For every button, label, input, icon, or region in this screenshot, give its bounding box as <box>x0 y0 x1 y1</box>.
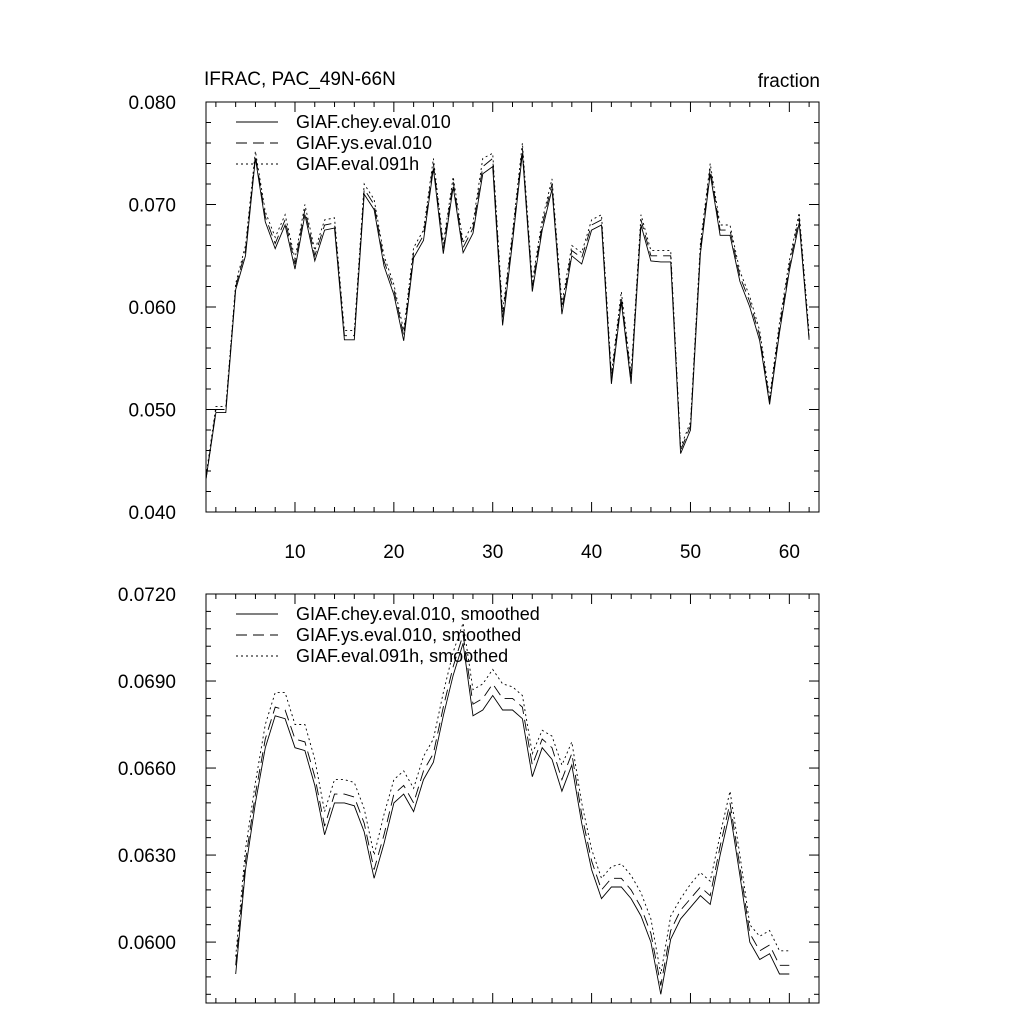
legend-label: GIAF.chey.eval.010 <box>296 112 451 132</box>
x-tick-label: 20 <box>383 542 405 563</box>
series-line <box>206 143 809 476</box>
y-tick-label: 0.060 <box>128 298 176 319</box>
bottom-panel <box>118 585 819 1003</box>
legend-label: GIAF.chey.eval.010, smoothed <box>296 604 540 624</box>
legend-label: GIAF.eval.091h, smoothed <box>296 646 509 666</box>
y-tick-label: 0.070 <box>128 195 176 217</box>
x-tick-label: 50 <box>679 542 702 563</box>
x-tick-label: 40 <box>581 542 603 563</box>
y-tick-label: 0.0690 <box>117 672 176 694</box>
y-tick-label: 0.0660 <box>117 759 176 781</box>
y-tick-label: 0.080 <box>128 93 176 114</box>
x-tick-label: 10 <box>284 542 306 563</box>
x-tick-label: 60 <box>778 542 800 563</box>
y-tick-label: 0.050 <box>128 400 176 422</box>
legend-label: GIAF.ys.eval.010, smoothed <box>296 625 522 645</box>
chart-title-left: IFRAC, PAC_49N-66N <box>204 69 396 90</box>
y-tick-label: 0.040 <box>128 503 176 524</box>
chart-title-right: fraction <box>757 71 820 92</box>
series-line <box>206 148 809 479</box>
y-tick-label: 0.0630 <box>117 846 176 868</box>
series-line <box>236 635 790 986</box>
series-line <box>206 153 809 479</box>
legend-label: GIAF.eval.091h <box>296 154 420 174</box>
series-line <box>236 623 790 974</box>
legend-label: GIAF.ys.eval.010 <box>296 133 433 153</box>
x-tick-label: 30 <box>482 542 504 563</box>
y-tick-label: 0.0720 <box>117 585 176 606</box>
y-tick-label: 0.0600 <box>117 933 176 955</box>
series-line <box>236 643 790 994</box>
top-panel <box>128 93 819 563</box>
